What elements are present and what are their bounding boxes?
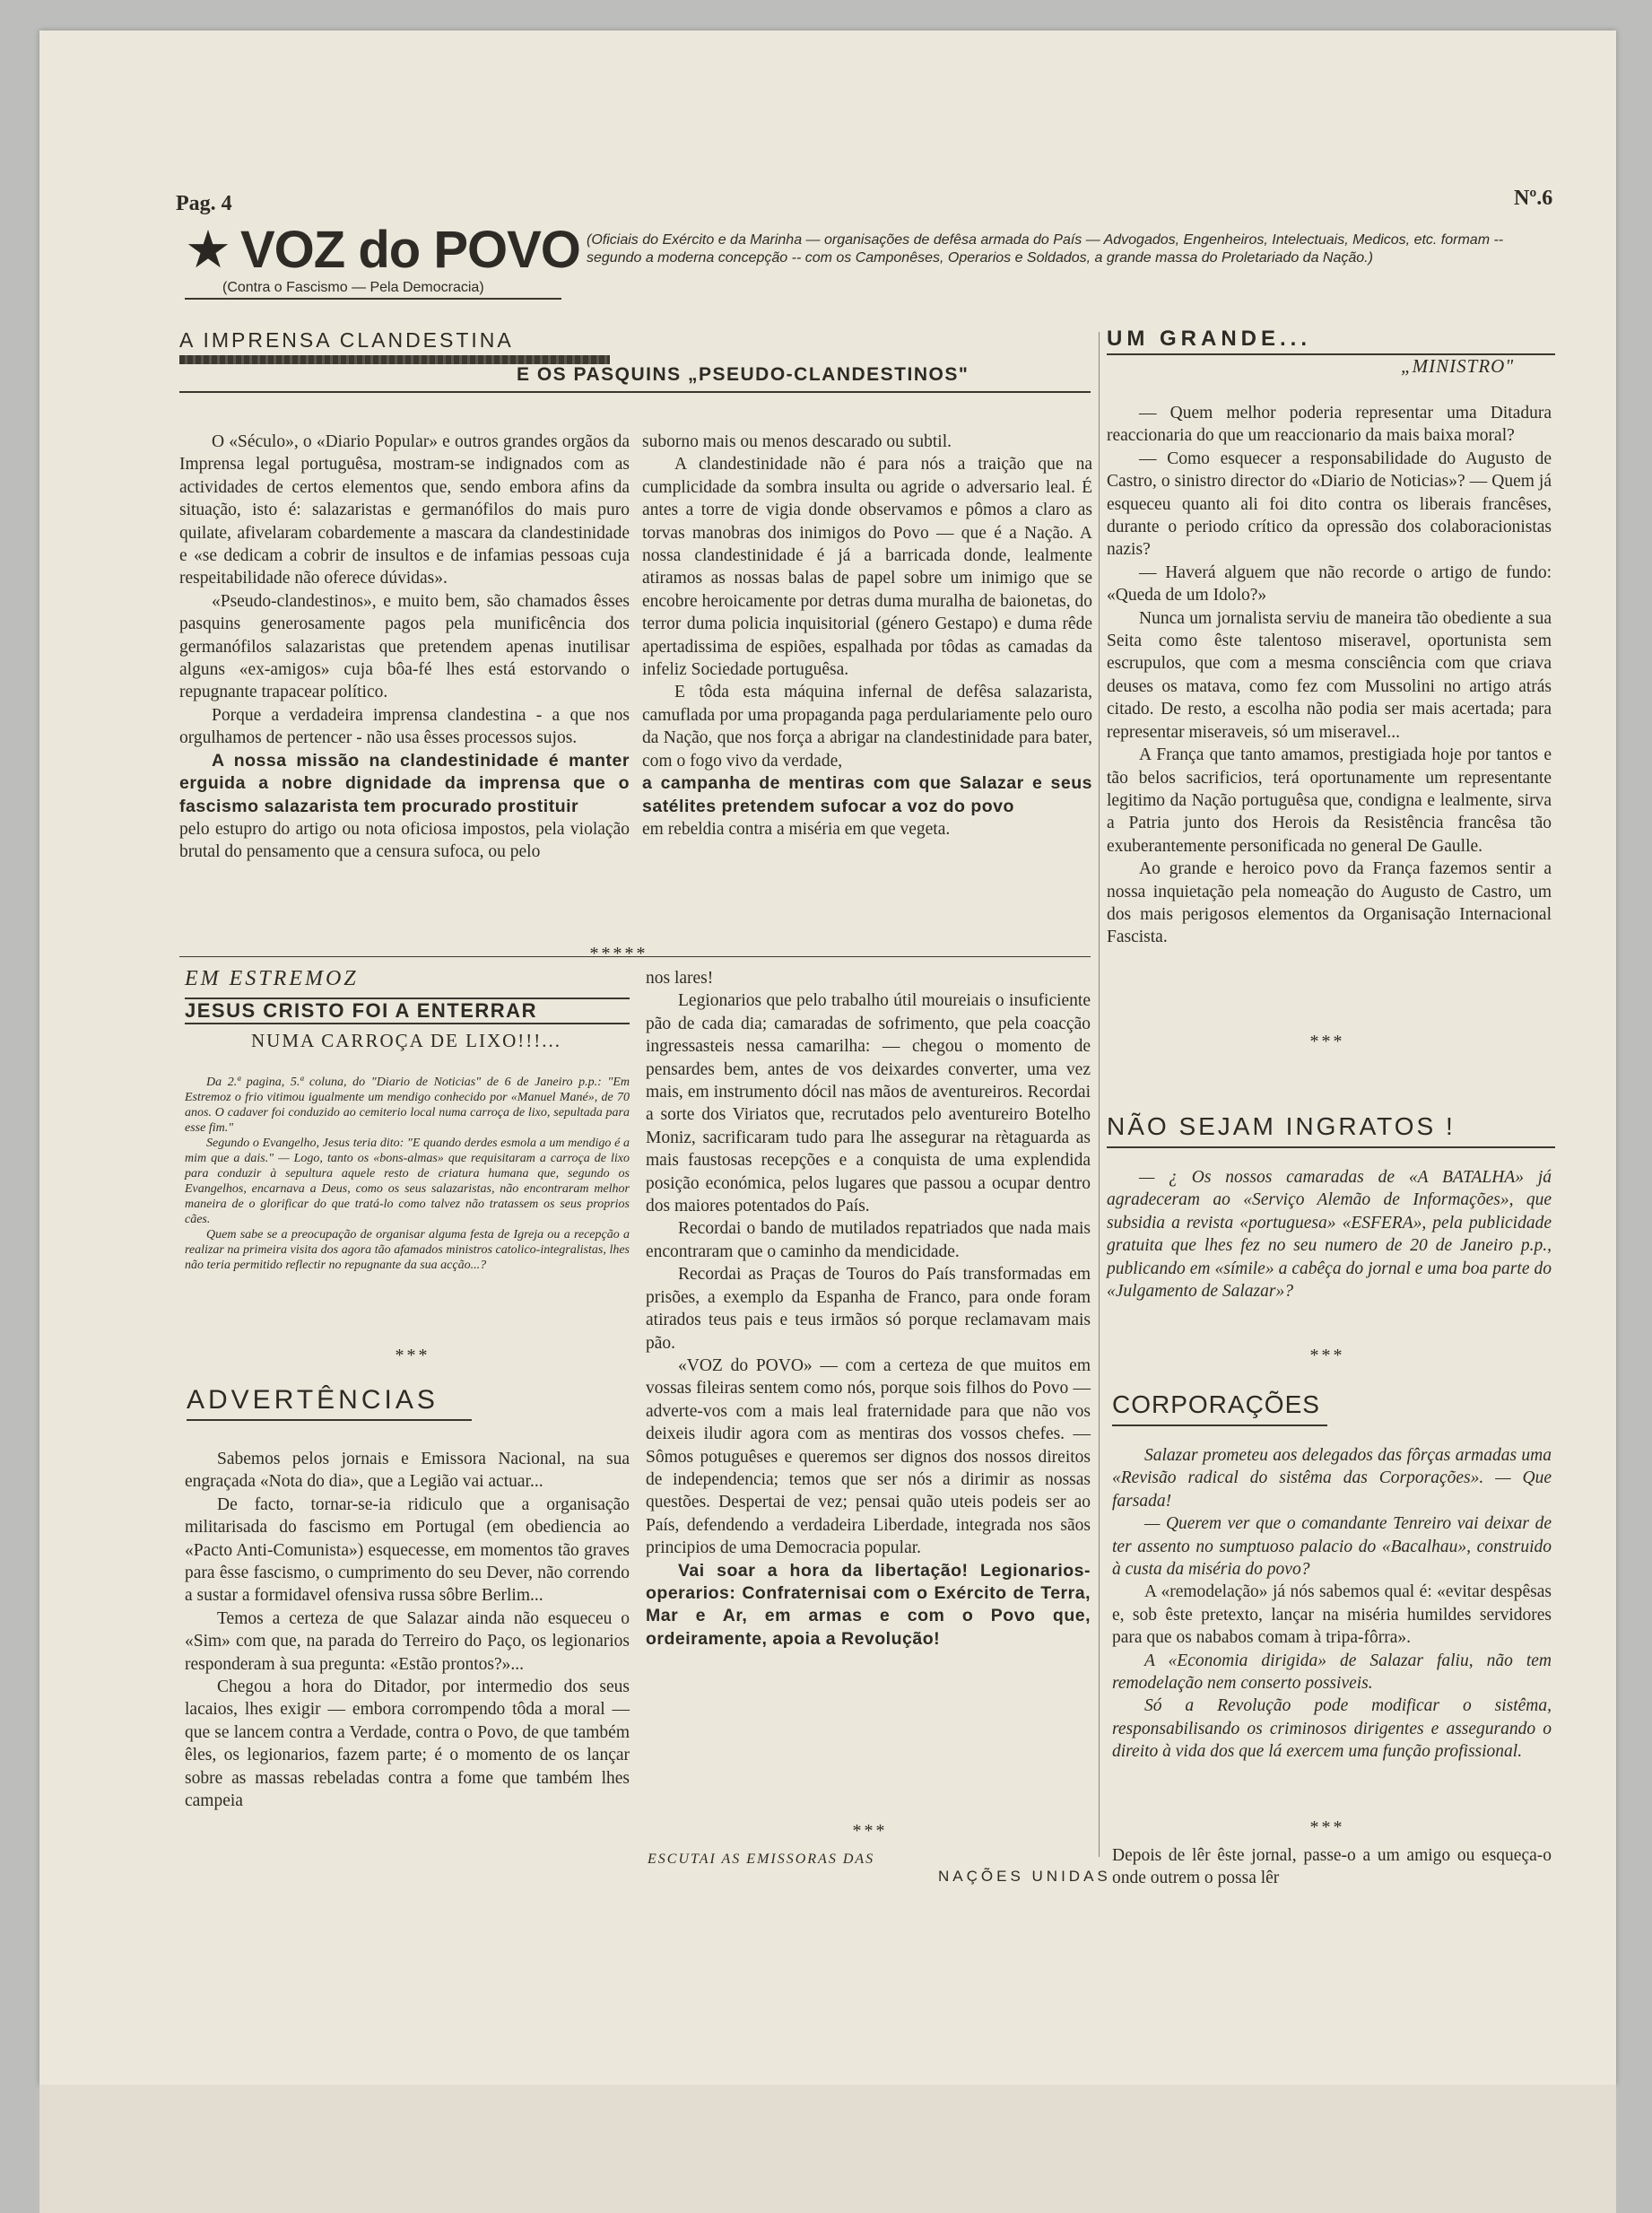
paragraph-bold: A nossa missão na clandestinidade é manter erguida a nobre dignidade da imprensa que o fascismo salazarista tem procurado prostituir: [179, 750, 630, 816]
paragraph: Sabemos pelos jornais e Emissora Nacional, na sua engraçada «Nota do dia», que a Legião vai actuar...: [185, 1450, 630, 1492]
paragraph: — ¿ Os nossos camaradas de «A BATALHA» já agradeceram ao «Serviço Alemão de Informações», que subsidia a revista «portuguesa» «ESFERA», pela publicidade gratuita que lhes fez no seu numero de 20 de Janeiro p.p., publicando em «símile» a cabêça do jornal e uma boa parte do «Julgamento de Salazar»?: [1107, 1168, 1552, 1302]
right-heading-3: CORPORAÇÕES: [1112, 1390, 1320, 1418]
paragraph: A «remodelação» já nós sabemos qual é: «evitar despêsas e, sob êste pretexto, lançar na miséria humildes servidores para que os nababos comam à tripa-fôrra».: [1112, 1582, 1552, 1648]
article3-column-1: [185, 1448, 630, 1813]
paragraph: Salazar prometeu aos delegados das fôrças armadas uma «Revisão radical do sistêma das Corporações». — Que farsada!: [1112, 1446, 1552, 1511]
article1-column-2: [642, 431, 1092, 841]
article1-heading: A IMPRENSA CLANDESTINA: [179, 328, 514, 352]
right-article-body: [1107, 402, 1552, 949]
paragraph: — Como esquecer a responsabilidade do Augusto de Castro, o sinistro director do «Diario de Noticias»? — Quem já esqueceu quanto ali foi dito contra os liberais francêses, durante o periodo crítico da opressão dos colaboracionistas nazis?: [1107, 449, 1552, 560]
paragraph: A «Economia dirigida» de Salazar faliu, não tem remodelação nem conserto possiveis.: [1112, 1651, 1552, 1694]
article1-rule: [179, 391, 1091, 393]
separator-stars: ***: [1309, 1032, 1345, 1051]
paragraph: Ao grande e heroico povo da França fazemos sentir a nossa inquietação pela nomeação do Augusto de Castro, um dos mais perigosos elementos da Organisação Internacional Fascista.: [1107, 859, 1552, 947]
paragraph: E tôda esta máquina infernal de defêsa salazarista, camuflada por uma propaganda paga perdulariamente pelo ouro da Nação, que nos força a abrigar na clandestinidade para bater, com o fogo vivo da verdade,: [642, 683, 1092, 771]
article1-subheading: E OS PASQUINS „PSEUDO-CLANDESTINOS": [517, 364, 969, 385]
top-note: (Oficiais do Exército e da Marinha — organisações de defêsa armada do País — Advogados, Engenheiros, Intelectuais, Medicos, etc. formam -- segundo a moderna concepção -- com os Camponêses, Operarios e Soldados, a grande massa do Proletariado da Nação.): [587, 232, 1504, 266]
paragraph: Só a Revolução pode modificar o sistêma, responsabilisando os criminosos dirigentes e assegurando o direito à vida dos que lá exercem uma função profissional.: [1112, 1696, 1552, 1762]
masthead: [185, 221, 580, 279]
paragraph: A clandestinidade não é para nós a traição que na cumplicidade da sombra insulta ou agride o adversario leal. É antes a torre de vigia donde observamos e pômos a claro as torvas manobras dos inimigos do Povo — que é a Nação. A nossa clandestinidade é já a barricada donde, lealmente atiramos as nossas balas de papel sobre um inimigo que se encobre heroicamente por detras duma muralha de baionetas, do terror duma policia inquisitorial (género Gestapo) e duma rêde apertadissima de espiões, espalhada por tôdas as camadas da infeliz Sociedade portuguêsa.: [642, 455, 1092, 680]
paragraph: Legionarios que pelo trabalho útil moureiais o insuficiente pão de cada dia; camaradas de sofrimento, que pela coacção ingressasteis nessa camarilha: — chegou o momento de pensardes bem, antes de vos deixardes converter, uma vez mais, em instrumento dócil nas mãos de aventureiros. Recordai a sorte dos Viriatos que, recrutados pelo aventureiro Botelho Moniz, sacrificaram tudo para lhe assegurar na rètaguarda as mais faustosas recepções e a conquista de uma explendida posição económica, pelos lugares que passou a ocupar dentro dos maiores potentados do País.: [646, 991, 1091, 1216]
separator-stars: ***: [395, 1346, 430, 1365]
paragraph: O «Século», o «Diario Popular» e outros grandes orgãos da Imprensa legal portuguêsa, mostram-se indignados com as actividades de certos elementos que, sendo embora afins da situação, isto é: salazaristas e germanófilos do mais puro quilate, afivelaram cobardemente a mascara da clandestinidade e «se dedicam a cobrir de insultos e de infamias pessoas cuja respeitabilidade não oferece dúvidas».: [179, 432, 630, 588]
paragraph: Recordai o bando de mutilados repatriados que nada mais encontraram que o caminho da mendicidade.: [646, 1219, 1091, 1261]
page-number: Nº.6: [1514, 187, 1553, 210]
paragraph: Temos a certeza de que Salazar ainda não esqueceu o «Sim» com que, na parada do Terreiro do Paço, os legionarios responderam à sua pregunta: «Estão prontos?»...: [185, 1608, 630, 1674]
paragraph: — Quem melhor poderia representar uma Ditadura reaccionaria do que um reaccionario da mais baixa moral?: [1107, 404, 1552, 446]
page-label: Pag. 4: [176, 192, 232, 215]
star-icon: ★: [185, 221, 231, 279]
footer-right: NAÇÕES UNIDAS: [938, 1868, 1111, 1885]
right-article-2-body: [1107, 1166, 1552, 1303]
right-subheading: „MINISTRO": [1401, 355, 1515, 377]
right-article-3-body: [1112, 1444, 1552, 1764]
article2-heading: JESUS CRISTO FOI A ENTERRAR: [185, 998, 630, 1024]
article1-column-1: [179, 431, 630, 864]
paragraph: A França que tanto amamos, prestigiada hoje por tantos e tão belos sacrificios, terá oportunamente um representante legitimo da Nação portuguêsa que, condigna e lealmente, sirva a Patria junto dos Herois da Resistência francêsa tão exuberantemente personificada no general De Gaulle.: [1107, 745, 1552, 856]
paragraph: Chegou a hora do Ditador, por intermedio dos seus lacaios, lhes exigir — embora corrompendo tôda a moral — que se lancem contra a Verdade, contra o Povo, de que também êles, os legionarios, fazem parte; é o momento de os lançar sobre as massas rebeladas contra a fome que também lhes campeia: [185, 1677, 630, 1811]
column-divider: [1099, 332, 1100, 1857]
paragraph: Recordai as Praças de Touros do País transformadas em prisões, a exemplo da Espanha de Franco, para onde foram atirados teus pais e teus irmãos só porque reclamavam mais pão.: [646, 1265, 1091, 1353]
article2-subheading: NUMA CARROÇA DE LIXO!!!...: [251, 1030, 561, 1051]
masthead-title: VOZ do POVO: [240, 221, 580, 279]
paragraph: «VOZ do POVO» — com a certeza de que muitos em vossas fileiras sentem como nós, porque sois filhos do Povo — adverte-vos com a mais leal fraternidade para que não vos deixeis iludir agora com as mentiras dos vossos chefes. — Sômos potuguêses e queremos ser dignos dos nossos direitos de independencia; temos que ser nós a dirimir as nossas questões. Despertai de vez; pensai quão uteis podeis ser ao País, defendendo a verdadeira Liberdade, integrada nos sãos principios de uma Democracia popular.: [646, 1355, 1091, 1558]
comment: Segundo o Evangelho, Jesus teria dito: "E quando derdes esmola a um mendigo é a mim que a dais." — Logo, tanto os «bons-almas» que requisitaram a carroça de lixo para conduzir à sepultura aquele resto de criatura humana que, segundo os Evangelhos, encarnava a Deus, como os seus salazaristas, não encontraram melhor maneira de o glorificar do que tratá-lo como talvez não tratassem os seus proprios cães.: [185, 1137, 630, 1226]
right-heading-2-rule: [1107, 1146, 1555, 1148]
right-heading-2: NÃO SEJAM INGRATOS !: [1107, 1112, 1456, 1140]
paragraph: em rebeldia contra a miséria em que vegeta.: [642, 819, 951, 839]
paragraph: suborno mais ou menos descarado ou subtil.: [642, 432, 952, 451]
separator-stars: ***: [852, 1821, 888, 1841]
article3-underline: [187, 1419, 472, 1421]
masthead-subtitle: (Contra o Fascismo — Pela Democracia): [222, 280, 484, 295]
paragraph: Nunca um jornalista serviu de maneira tão obediente a sua Seita como êste talentoso miseravel, oportunista sem escrupulos, que com a mesma consciência com que criava deuses os matava, como fez com Mussolini no artigo atrás citado. De resto, a escolha não podia ser mais acertada; para representar miseraveis, só um miseravel...: [1107, 608, 1552, 742]
separator-stars: ***: [1309, 1346, 1345, 1365]
separator-stars: ***: [1309, 1817, 1345, 1837]
article2-kicker: EM ESTREMOZ: [185, 967, 359, 990]
paragraph-bold: a campanha de mentiras com que Salazar e seus satélites pretendem sufocar a voz do povo: [642, 773, 1092, 816]
right-heading: UM GRANDE...: [1107, 327, 1311, 351]
paragraph: pelo estupro do artigo ou nota oficiosa impostos, pela violação brutal do pensamento que a censura sufoca, ou pelo: [179, 819, 630, 862]
article3-column-2: [646, 967, 1091, 1651]
paragraph: «Pseudo-clandestinos», e muito bem, são chamados êsses pasquins generosamente pagos pela munificência dos germanófilos salazaristas que pretendem apenas inutilisar alguns «ex-amigos» cuja bôa-fé lhes está estorvando o repugnante trapacear político.: [179, 591, 630, 702]
closing-note: Depois de lêr êste jornal, passe-o a um amigo ou esqueça-o onde outrem o possa lêr: [1112, 1846, 1552, 1888]
article2-body: [185, 1075, 630, 1273]
paragraph-bold: Vai soar a hora da libertação! Legionarios-operarios: Confraternisai com o Exército de Terra, Mar e Ar, em armas e com o Povo que, ordeiramente, apoia a Revolução!: [646, 1560, 1091, 1649]
footer-left: ESCUTAI AS EMISSORAS DAS: [648, 1851, 875, 1867]
heading-bar: [179, 355, 610, 364]
right-heading-3-rule: [1112, 1425, 1327, 1426]
paragraph: — Querem ver que o comandante Tenreiro vai deixar de ter assento no sumptuoso palacio do «Bacalhau», construido à custa da miséria do povo?: [1112, 1514, 1552, 1580]
paragraph: nos lares!: [646, 969, 714, 988]
separator-stars: *****: [589, 944, 648, 963]
paragraph: Porque a verdadeira imprensa clandestina - a que nos orgulhamos de pertencer - não usa êsses processos sujos.: [179, 705, 630, 748]
page-bottom-margin: [39, 2085, 1616, 2213]
quote: Da 2.ª pagina, 5.ª coluna, do "Diario de Noticias" de 6 de Janeiro p.p.: "Em Estremoz o frio vitimou igualmente um mendigo conhecido por «Manuel Mané», de 70 anos. O cadaver foi conduzido ao cemiterio local numa carroça de lixo, sepultada para esse fim.": [185, 1076, 630, 1135]
question: Quem sabe se a preocupação de organisar alguma festa de Igreja ou a recepção a realizar na primeira visita dos agora tão afamados ministros catolico-integralistas, lhes não teria permitido reflectir no repugnante da sua acção...?: [185, 1228, 630, 1272]
paragraph: De facto, tornar-se-ia ridiculo que a organisação militarisada do fascismo em Portugal (em obediencia ao «Pacto Anti-Comunista») esquecesse, em momentos tão graves para êsse fascismo, o cumprimento do seu Dever, não correndo a sustar a formidavel ofensiva russa sôbre Berlim...: [185, 1494, 630, 1606]
masthead-underline: [185, 298, 561, 300]
article3-heading: ADVERTÊNCIAS: [187, 1385, 439, 1415]
paragraph: — Haverá alguem que não recorde o artigo de fundo: «Queda de um Idolo?»: [1107, 562, 1552, 606]
